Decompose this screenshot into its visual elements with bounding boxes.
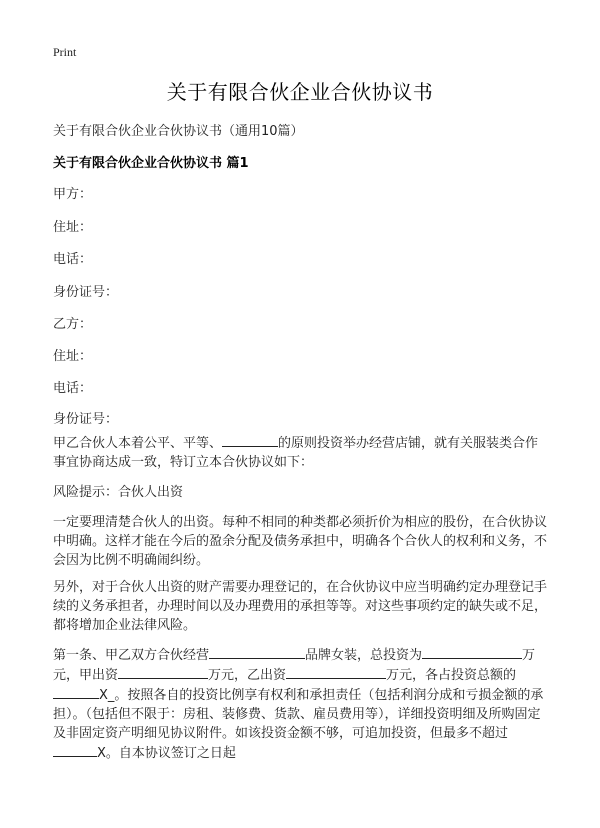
- blank-max-additional: [53, 743, 97, 757]
- blank-total-investment: [422, 645, 522, 659]
- article-1-a: 第一条、甲乙双方合伙经营: [53, 648, 210, 663]
- risk-heading: 风险提示：合伙人出资: [53, 485, 184, 500]
- field-id-a: 身份证号：: [53, 285, 119, 300]
- print-label[interactable]: Print: [53, 45, 77, 59]
- risk-paragraph-1: 一定要理清楚合伙人的出资。每种不相同的种类都必须折价为相应的股份，在合伙协议中明确。这样才能在今后的盈余分配及债务承担中，明确各个合伙人的权利和义务，不会因为比例不明确闹纠纷。: [53, 515, 548, 568]
- field-phone-a: 电话：: [53, 252, 93, 267]
- field-party-a: 甲方：: [53, 187, 93, 202]
- section-heading: 关于有限合伙企业合伙协议书 篇1: [53, 156, 249, 171]
- article-1: [53, 645, 547, 763]
- article-1-d: 万元，乙出资: [208, 668, 287, 683]
- blank-party-a-investment: [118, 665, 208, 679]
- field-party-b: 乙方：: [53, 317, 93, 332]
- article-1-f: X_。按照各自的投资比例享有权利和承担责任（包括利润分成和亏损金额的承担）。（包括但不限于：房租、装修费、货款、雇员费用等），详细投资明细及所购固定及非固定资产明细见协议附件。如该投资金额不够，可追加投资，但最多不超过: [53, 688, 544, 741]
- blank-share-percent: [53, 685, 99, 699]
- field-address-b: 住址：: [53, 349, 93, 364]
- blank-principle: [222, 433, 278, 447]
- article-1-e: 万元，各占投资总额的: [386, 668, 517, 683]
- article-1-c: 万元，甲出资: [53, 648, 536, 683]
- article-1-g: X。自本协议签订之日起: [97, 746, 236, 761]
- document-subtitle: 关于有限合伙企业合伙协议书（通用10篇）: [53, 124, 304, 139]
- blank-party-b-investment: [286, 665, 386, 679]
- field-phone-b: 电话：: [53, 381, 93, 396]
- risk-paragraph-2: 另外，对于合伙人出资的财产需要办理登记的，在合伙协议中应当明确约定办理登记手续的义务承担者，办理时间以及办理费用的承担等等。对这些事项约定的缺失或不足，都将增加企业法律风险。: [53, 580, 548, 633]
- blank-business: [209, 645, 305, 659]
- document-title: 关于有限合伙企业合伙协议书: [166, 80, 434, 104]
- intro-text-after: 的原则投资举办经营店铺，就有关服装类合作事宜协商达成一致，特订立本合伙协议如下：: [53, 436, 539, 470]
- field-address-a: 住址：: [53, 220, 93, 235]
- intro-paragraph: [53, 433, 547, 472]
- article-1-b: 品牌女装，总投资为: [305, 648, 423, 663]
- field-id-b: 身份证号：: [53, 412, 119, 427]
- intro-text-before: 甲乙合伙人本着公平、平等、: [53, 436, 223, 451]
